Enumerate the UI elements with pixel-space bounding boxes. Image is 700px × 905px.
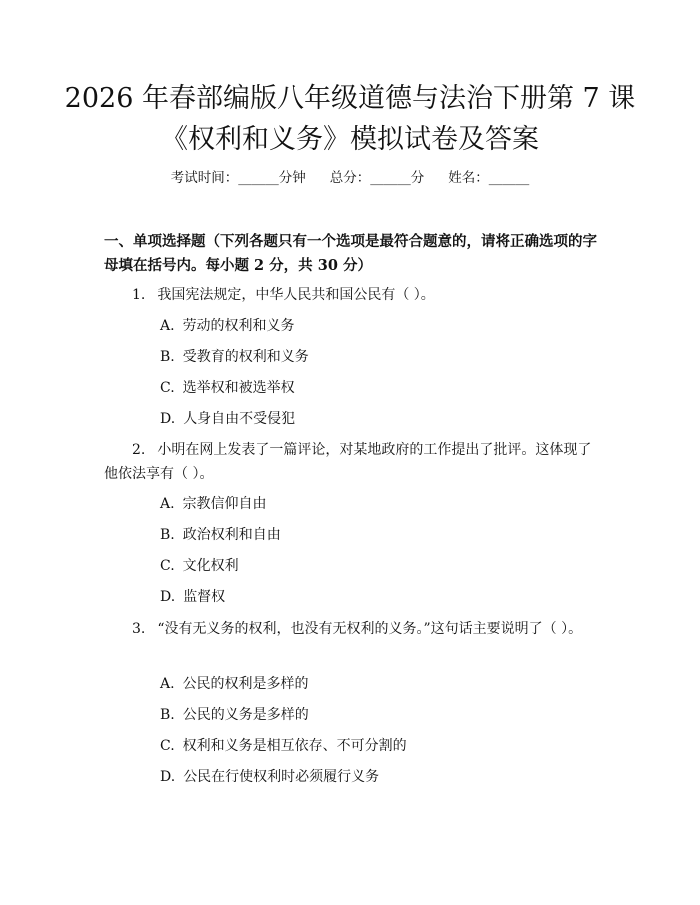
option-letter: B. <box>160 349 175 365</box>
option-letter: C. <box>160 558 175 574</box>
option-letter: B. <box>160 707 175 723</box>
option <box>160 765 600 789</box>
option <box>160 345 600 369</box>
option-letter: B. <box>160 527 175 543</box>
question-1 <box>104 283 604 307</box>
exam-score: 总分：______分 <box>329 170 425 186</box>
option-letter: C. <box>160 738 175 754</box>
option-text: 文化权利 <box>182 558 239 574</box>
option-text: 劳动的权利和义务 <box>182 318 295 334</box>
option <box>160 554 600 578</box>
student-name: 姓名：______ <box>448 170 530 186</box>
exam-meta <box>0 168 700 188</box>
option-letter: D. <box>160 411 176 427</box>
question-3 <box>104 617 604 641</box>
page-title: 2026 年春部编版八年级道德与法治下册第 7 课《权利和义务》模拟试卷及答案 <box>64 83 636 155</box>
section-heading: 一、单项选择题（下列各题只有一个选项是最符合题意的，请将正确选项的字母填在括号内。每小题 2 分，共 30 分） <box>104 233 597 274</box>
option-text: 政治权利和自由 <box>182 527 281 543</box>
question-number: 3. <box>132 621 146 637</box>
question-number: 1. <box>132 287 146 303</box>
option <box>160 407 600 431</box>
option-text: 宗教信仰自由 <box>182 496 267 512</box>
option-text: 公民的权利是多样的 <box>182 676 309 692</box>
option <box>160 376 600 400</box>
option <box>160 492 600 516</box>
option <box>160 672 600 696</box>
option-text: 受教育的权利和义务 <box>182 349 309 365</box>
option <box>160 585 600 609</box>
option-letter: A. <box>160 676 175 692</box>
question-stem: 小明在网上发表了一篇评论，对某地政府的工作提出了批评。这体现了他依法享有（ ）。 <box>104 442 592 482</box>
question-stem: 我国宪法规定，中华人民共和国公民有（ ）。 <box>157 287 435 303</box>
option-text: 选举权和被选举权 <box>182 380 295 396</box>
option-text: 公民在行使权利时必须履行义务 <box>183 769 380 785</box>
option-letter: D. <box>160 589 176 605</box>
option-text: 公民的义务是多样的 <box>182 707 309 723</box>
exam-time: 考试时间：______分钟 <box>170 170 306 186</box>
question-number: 2. <box>132 442 146 458</box>
option-letter: A. <box>160 318 175 334</box>
option <box>160 734 600 758</box>
option-text: 监督权 <box>183 589 226 605</box>
option-text: 权利和义务是相互依存、不可分割的 <box>182 738 407 754</box>
question-stem: “没有无义务的权利，也没有无权利的义务。”这句话主要说明了（ ）。 <box>157 621 583 637</box>
option <box>160 703 600 727</box>
option <box>160 314 600 338</box>
option-text: 人身自由不受侵犯 <box>183 411 296 427</box>
question-2 <box>104 438 604 486</box>
option <box>160 523 600 547</box>
option-letter: C. <box>160 380 175 396</box>
option-letter: A. <box>160 496 175 512</box>
option-letter: D. <box>160 769 176 785</box>
